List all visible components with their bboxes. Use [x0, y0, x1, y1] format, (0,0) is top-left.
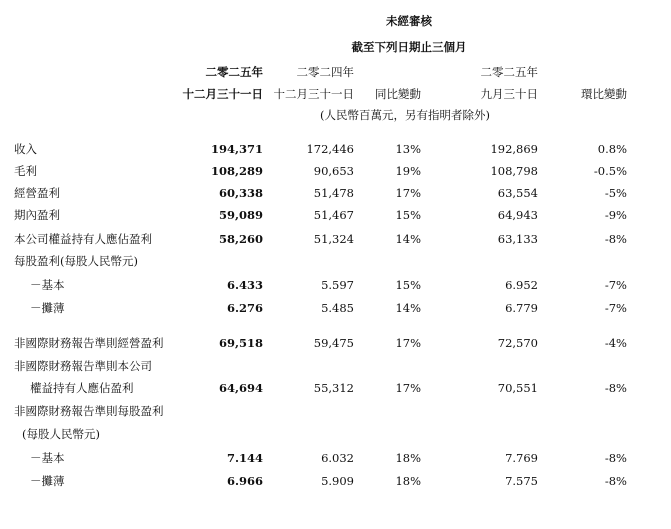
yoy-change-value: 18%	[395, 451, 421, 465]
qoq-change-value: -8%	[604, 232, 627, 246]
row-label: 毛利	[14, 164, 37, 178]
current-quarter-value: 108,289	[210, 164, 263, 178]
prior-quarter-value: 7.769	[505, 451, 538, 465]
qoq-change-value: -4%	[604, 336, 627, 350]
prior-year-value: 51,478	[313, 186, 354, 200]
qoq-change-value: -8%	[604, 451, 627, 465]
current-quarter-value: 69,518	[218, 336, 263, 350]
yoy-change-value: 14%	[395, 232, 421, 246]
prior-year-value: 5.909	[321, 474, 354, 488]
yoy-change-value: 15%	[395, 278, 421, 292]
yoy-change-value: 17%	[395, 336, 421, 350]
prior-quarter-value: 63,554	[497, 186, 538, 200]
prior-quarter-value: 192,869	[490, 142, 538, 156]
prior-quarter-value: 6.952	[505, 278, 538, 292]
yoy-change-value: 13%	[395, 142, 421, 156]
row-label: －攤薄	[30, 301, 65, 315]
row-label: －攤薄	[30, 474, 65, 488]
unit-note: (人民幣百萬元，另有指明者除外)	[320, 108, 490, 122]
yoy-change-value: 18%	[395, 474, 421, 488]
prior-year-value: 5.485	[321, 301, 354, 315]
qoq-col-header: 環比變動	[581, 87, 627, 101]
current-col-header-year: 二零二五年	[205, 65, 263, 79]
prior-quarter-value: 63,133	[497, 232, 538, 246]
prior-quarter-value: 72,570	[497, 336, 538, 350]
yoy-col-header: 同比變動	[375, 87, 421, 101]
row-label: 收入	[14, 142, 37, 156]
prior-quarter-col-header-year: 二零二五年	[480, 65, 538, 79]
prior-year-value: 5.597	[321, 278, 354, 292]
yoy-change-value: 15%	[395, 208, 421, 222]
current-quarter-value: 6.433	[226, 278, 263, 292]
current-quarter-value: 6.276	[226, 301, 263, 315]
prior-year-value: 51,324	[313, 232, 354, 246]
current-col-header-date: 十二月三十一日	[182, 87, 263, 101]
row-label: －基本	[30, 451, 65, 465]
current-quarter-value: 7.144	[226, 451, 263, 465]
current-quarter-value: 59,089	[218, 208, 263, 222]
prior-year-value: 55,312	[313, 381, 354, 395]
current-quarter-value: 58,260	[218, 232, 263, 246]
yoy-change-value: 17%	[395, 186, 421, 200]
qoq-change-value: -5%	[604, 186, 627, 200]
prior-year-value: 51,467	[313, 208, 354, 222]
current-quarter-value: 194,371	[210, 142, 263, 156]
qoq-change-value: -8%	[604, 381, 627, 395]
period-heading: 截至下列日期止三個月	[351, 40, 467, 54]
prior-quarter-col-header-date: 九月三十日	[480, 87, 538, 101]
current-quarter-value: 60,338	[218, 186, 263, 200]
prior-year-col-header-year: 二零二四年	[296, 65, 354, 79]
prior-quarter-value: 108,798	[490, 164, 538, 178]
qoq-change-value: -8%	[604, 474, 627, 488]
row-label: －基本	[30, 278, 65, 292]
yoy-change-value: 14%	[395, 301, 421, 315]
yoy-change-value: 17%	[395, 381, 421, 395]
prior-year-value: 90,653	[313, 164, 354, 178]
qoq-change-value: 0.8%	[597, 142, 627, 156]
qoq-change-value: -7%	[604, 278, 627, 292]
row-label: 非國際財務報告準則本公司	[14, 359, 152, 373]
row-label: 權益持有人應佔盈利	[30, 381, 134, 395]
row-label: 經營盈利	[14, 186, 60, 200]
current-quarter-value: 64,694	[218, 381, 263, 395]
prior-year-value: 6.032	[321, 451, 354, 465]
row-label: 期內盈利	[14, 208, 60, 222]
current-quarter-value: 6.966	[226, 474, 263, 488]
row-label: (每股人民幣元)	[22, 427, 100, 441]
unaudited-heading: 未經審核	[386, 14, 432, 28]
qoq-change-value: -9%	[604, 208, 627, 222]
prior-year-value: 59,475	[313, 336, 354, 350]
qoq-change-value: -0.5%	[593, 164, 627, 178]
prior-year-col-header-date: 十二月三十一日	[273, 87, 354, 101]
row-label: 非國際財務報告準則經營盈利	[14, 336, 164, 350]
prior-quarter-value: 6.779	[505, 301, 538, 315]
prior-quarter-value: 64,943	[497, 208, 538, 222]
row-label: 每股盈利(每股人民幣元)	[14, 254, 138, 268]
yoy-change-value: 19%	[395, 164, 421, 178]
prior-quarter-value: 7.575	[505, 474, 538, 488]
prior-year-value: 172,446	[306, 142, 354, 156]
prior-quarter-value: 70,551	[497, 381, 538, 395]
row-label: 本公司權益持有人應佔盈利	[14, 232, 152, 246]
qoq-change-value: -7%	[604, 301, 627, 315]
row-label: 非國際財務報告準則每股盈利	[14, 404, 164, 418]
